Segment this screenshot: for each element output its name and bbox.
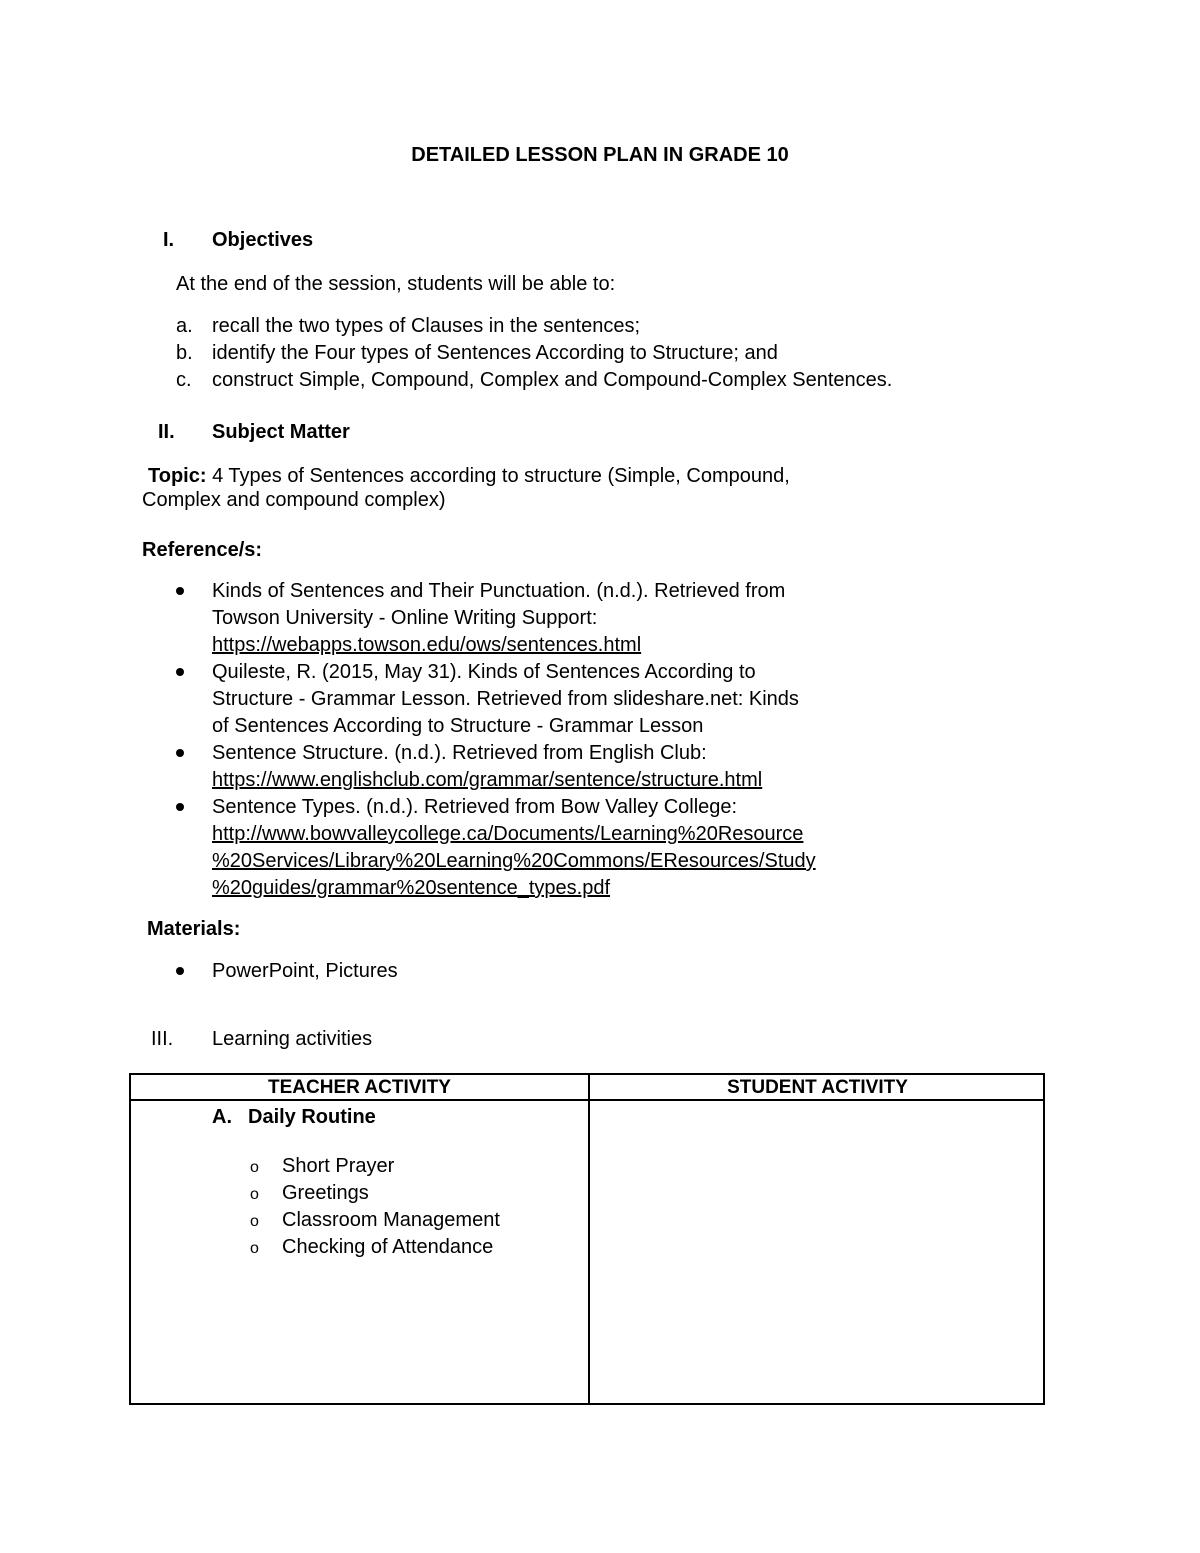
reference-link[interactable]: http://www.bowvalleycollege.ca/Documents/Learning%20Resource (212, 823, 804, 845)
objective-marker: a. (176, 315, 193, 337)
routine-item: Classroom Management (282, 1209, 500, 1231)
bullet-icon (176, 587, 184, 595)
reference-line: Sentence Types. (n.d.). Retrieved from Bow Valley College: (212, 796, 738, 818)
topic-line-1 (148, 466, 790, 486)
reference-line: Towson University - Online Writing Support: (212, 607, 598, 629)
bullet-icon (176, 749, 184, 757)
circle-bullet-icon: o (250, 1186, 259, 1203)
materials-heading: Materials: (147, 918, 241, 940)
bullet-icon (176, 668, 184, 676)
routine-item: Greetings (282, 1182, 369, 1204)
reference-link[interactable]: https://webapps.towson.edu/ows/sentences.html (212, 634, 642, 656)
topic-line-2: Complex and compound complex) (142, 489, 446, 511)
objective-item: construct Simple, Compound, Complex and Compound-Complex Sentences. (212, 369, 893, 391)
section-marker: A. (212, 1106, 232, 1128)
objective-marker: c. (176, 369, 192, 391)
objectives-intro: At the end of the session, students will be able to: (176, 273, 616, 295)
objectives-numeral: I. (163, 229, 175, 251)
page-title: DETAILED LESSON PLAN IN GRADE 10 (411, 144, 789, 166)
reference-line: Quileste, R. (2015, May 31). Kinds of Sentences According to (212, 661, 756, 683)
reference-line: Kinds of Sentences and Their Punctuation. (n.d.). Retrieved from (212, 580, 786, 602)
learning-activities-numeral: III. (151, 1028, 174, 1050)
objective-item: recall the two types of Clauses in the sentences; (212, 315, 641, 337)
activities-table (129, 1073, 1045, 1405)
subject-matter-numeral: II. (158, 421, 175, 443)
bullet-icon (176, 967, 184, 975)
objectives-heading: Objectives (212, 229, 314, 251)
objective-marker: b. (176, 342, 193, 364)
reference-link[interactable]: https://www.englishclub.com/grammar/sentence/structure.html (212, 769, 763, 791)
routine-item: Checking of Attendance (282, 1236, 494, 1258)
circle-bullet-icon: o (250, 1240, 259, 1257)
table-header-student: STUDENT ACTIVITY (727, 1077, 908, 1098)
references-heading: Reference/s: (142, 539, 263, 561)
section-title: Daily Routine (248, 1106, 376, 1128)
routine-item: Short Prayer (282, 1155, 395, 1177)
reference-link[interactable]: %20guides/grammar%20sentence_types.pdf (212, 877, 611, 899)
topic-text: 4 Types of Sentences according to structure (Simple, Compound, (212, 465, 790, 487)
subject-matter-heading: Subject Matter (212, 421, 350, 443)
reference-line: Structure - Grammar Lesson. Retrieved from slideshare.net: Kinds (212, 688, 799, 710)
table-header-teacher: TEACHER ACTIVITY (268, 1077, 451, 1098)
objective-item: identify the Four types of Sentences According to Structure; and (212, 342, 778, 364)
topic-label: Topic: (148, 465, 207, 487)
circle-bullet-icon: o (250, 1213, 259, 1230)
table-header-divider (131, 1099, 1043, 1101)
reference-line: Sentence Structure. (n.d.). Retrieved from English Club: (212, 742, 707, 764)
table-divider (588, 1075, 590, 1403)
bullet-icon (176, 803, 184, 811)
materials-item: PowerPoint, Pictures (212, 960, 398, 982)
learning-activities-heading: Learning activities (212, 1028, 373, 1050)
circle-bullet-icon: o (250, 1159, 259, 1176)
reference-line: of Sentences According to Structure - Grammar Lesson (212, 715, 704, 737)
reference-link[interactable]: %20Services/Library%20Learning%20Commons/EResources/Study (212, 850, 816, 872)
